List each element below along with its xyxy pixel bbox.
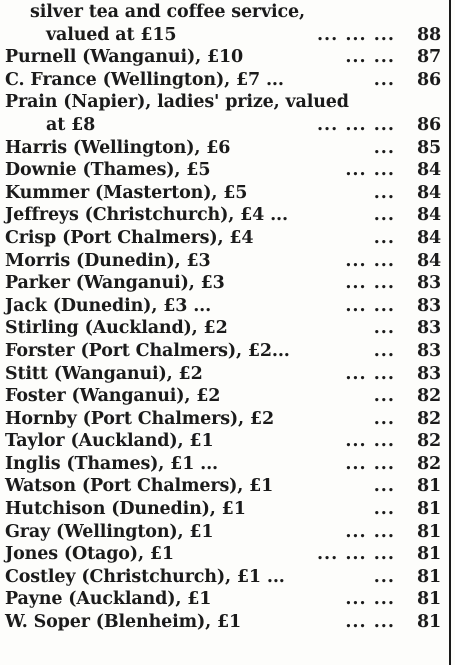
entry-score: 81 [416, 589, 441, 610]
list-item [0, 159, 441, 182]
entry-score: 83 [416, 273, 441, 294]
entry-score: 82 [416, 386, 441, 407]
dot-leader: ... [373, 566, 395, 587]
entry-text: at £8 [46, 114, 96, 135]
entry-text: Taylor (Auckland), £1 [5, 431, 214, 452]
entry-text: Kummer (Masterton), £5 [5, 182, 248, 203]
entry-score: 84 [416, 182, 441, 203]
entry-score: 81 [416, 476, 441, 497]
list-item [0, 317, 441, 340]
dot-leader: ... ... [345, 250, 395, 271]
entry-score: 86 [416, 69, 441, 90]
dot-leader: ... ... [345, 453, 395, 474]
entry-text: Jack (Dunedin), £3 ... [5, 295, 212, 316]
list-item [0, 453, 441, 476]
entry-text: Parker (Wanganui), £3 [5, 273, 225, 294]
entry-score: 85 [416, 137, 441, 158]
entry-text: Foster (Wanganui), £2 [5, 386, 221, 407]
entry-text: Costley (Christchurch), £1 ... [5, 566, 285, 587]
list-item [0, 498, 441, 521]
dot-leader: ... [373, 182, 395, 203]
list-item [0, 24, 441, 47]
dot-leader: ... [373, 408, 395, 429]
entry-score: 82 [416, 408, 441, 429]
entry-score: 81 [416, 499, 441, 520]
dot-leader: ... ... ... [316, 24, 395, 45]
list-item [0, 137, 441, 160]
entry-text: Hutchison (Dunedin), £1 [5, 499, 246, 520]
dot-leader: ... ... [345, 363, 395, 384]
entry-text: Hornby (Port Chalmers), £2 [5, 408, 274, 429]
entry-score: 84 [416, 250, 441, 271]
dot-leader: ... [373, 340, 395, 361]
list-item [0, 588, 441, 611]
dot-leader: ... ... [345, 47, 395, 68]
entry-score: 83 [416, 363, 441, 384]
entry-text: W. Soper (Blenheim), £1 [5, 612, 242, 633]
list-item [0, 182, 441, 205]
entry-text: Harris (Wellington), £6 [5, 137, 231, 158]
entry-score: 81 [416, 544, 441, 565]
list-item [0, 91, 441, 114]
list-item [0, 295, 441, 318]
dot-leader: ... [373, 137, 395, 158]
entry-text: silver tea and coffee service, [30, 2, 305, 22]
list-item [0, 521, 441, 544]
dot-leader: ... ... ... [316, 544, 395, 565]
dot-leader: ... ... ... [316, 114, 395, 135]
entry-score: 82 [416, 431, 441, 452]
entry-text: valued at £15 [46, 24, 177, 45]
entry-text: Gray (Wellington), £1 [5, 521, 214, 542]
list-item [0, 227, 441, 250]
entry-score: 86 [416, 114, 441, 135]
list-item [0, 363, 441, 386]
dot-leader: ... [373, 499, 395, 520]
dot-leader: ... [373, 318, 395, 339]
list-item [0, 611, 441, 634]
list-item [0, 385, 441, 408]
entry-text: Downie (Thames), £5 [5, 160, 211, 181]
dot-leader: ... ... [345, 273, 395, 294]
list-item [0, 250, 441, 273]
list-item [0, 114, 441, 137]
entry-score: 84 [416, 205, 441, 226]
entry-score: 83 [416, 318, 441, 339]
entry-text: Inglis (Thames), £1 ... [5, 453, 218, 474]
entry-text: Prain (Napier), ladies' prize, valued [5, 92, 349, 113]
dot-leader: ... ... [345, 612, 395, 633]
dot-leader: ... [373, 386, 395, 407]
dot-leader: ... ... [345, 295, 395, 316]
list-item [0, 566, 441, 589]
list-item [0, 69, 441, 92]
entry-score: 83 [416, 295, 441, 316]
dot-leader: ... [373, 69, 395, 90]
list-item [0, 475, 441, 498]
entry-text: Stirling (Auckland), £2 [5, 318, 228, 339]
entry-score: 87 [416, 47, 441, 68]
dot-leader: ... ... [345, 521, 395, 542]
dot-leader: ... ... [345, 160, 395, 181]
entry-text: C. France (Wellington), £7 ... [5, 69, 284, 90]
list-item [0, 543, 441, 566]
dot-leader: ... ... [345, 431, 395, 452]
list-item [0, 1, 441, 24]
entry-score: 81 [416, 566, 441, 587]
dot-leader: ... ... [345, 589, 395, 610]
list-item [0, 430, 441, 453]
entry-text: Stitt (Wanganui), £2 [5, 363, 203, 384]
entry-score: 82 [416, 453, 441, 474]
entry-text: Watson (Port Chalmers), £1 [5, 476, 274, 497]
entry-text: Jones (Otago), £1 [5, 544, 174, 565]
entry-text: Purnell (Wanganui), £10 [5, 47, 244, 68]
dot-leader: ... [373, 205, 395, 226]
list-item [0, 46, 441, 69]
list-item [0, 204, 441, 227]
entry-score: 83 [416, 340, 441, 361]
entry-text: Payne (Auckland), £1 [5, 589, 212, 610]
dot-leader: ... [373, 227, 395, 248]
list-item [0, 408, 441, 431]
list-item [0, 340, 441, 363]
entry-score: 81 [416, 521, 441, 542]
entry-text: Jeffreys (Christchurch), £4 ... [5, 205, 288, 226]
entry-score: 88 [416, 24, 441, 45]
entry-score: 81 [416, 612, 441, 633]
entry-text: Crisp (Port Chalmers), £4 [5, 227, 254, 248]
dot-leader: ... [373, 476, 395, 497]
entry-text: Forster (Port Chalmers), £2... [5, 340, 290, 361]
column-rule [449, 0, 451, 665]
entry-text: Morris (Dunedin), £3 [5, 250, 211, 271]
list-item [0, 272, 441, 295]
entry-score: 84 [416, 227, 441, 248]
entry-score: 84 [416, 160, 441, 181]
prize-list [0, 1, 441, 634]
